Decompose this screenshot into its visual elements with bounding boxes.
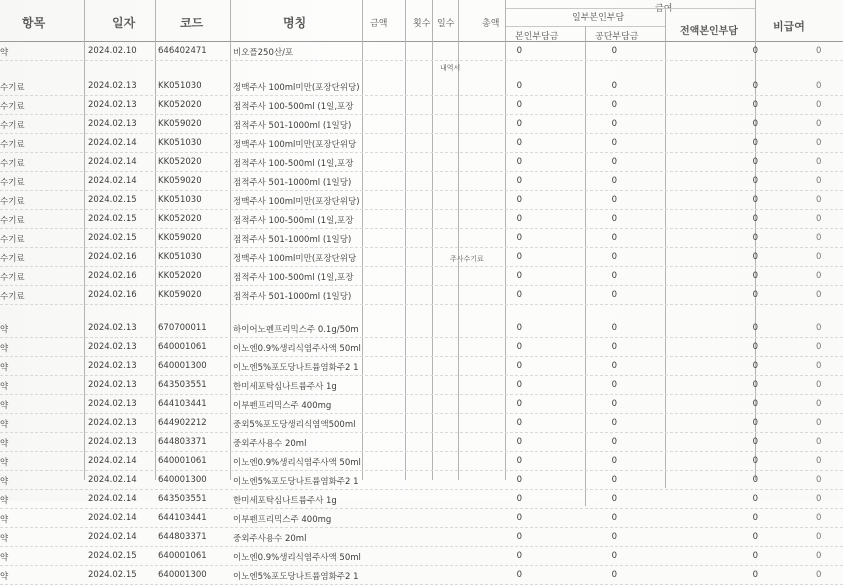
cell-name: 점적주사 100-500ml (1일,포장 [233, 273, 354, 283]
cell-tail: 0 [816, 81, 822, 91]
cell-z3: 0 [752, 233, 758, 243]
cell-item: 약 [0, 48, 9, 58]
cell-date: 2024.02.13 [88, 342, 137, 352]
cell-date: 2024.02.14 [88, 138, 137, 148]
cell-z1: 0 [516, 475, 522, 485]
cell-z2: 0 [611, 290, 617, 300]
table-row [0, 395, 843, 414]
cell-z1: 0 [516, 290, 522, 300]
cell-code: 640001061 [158, 551, 207, 561]
cell-name: 점적주사 100-500ml (1일,포장 [233, 216, 354, 226]
cell-z3: 0 [752, 456, 758, 466]
cell-item: 수기료 [0, 292, 25, 302]
cell-date: 2024.02.16 [88, 290, 137, 300]
cell-date: 2024.02.15 [88, 570, 137, 580]
cell-item: 수기료 [0, 273, 25, 283]
cell-z1: 0 [516, 456, 522, 466]
cell-item: 수기료 [0, 178, 25, 188]
cell-code: KK059020 [158, 233, 202, 243]
cell-z1: 0 [516, 361, 522, 371]
cell-name: 점적주사 501-1000ml (1일당) [233, 235, 352, 245]
cell-tail: 0 [816, 475, 822, 485]
table-row [0, 210, 843, 229]
table-row [0, 490, 843, 509]
cell-code: KK052020 [158, 157, 202, 167]
cell-z1: 0 [516, 437, 522, 447]
cell-code: 643503551 [158, 494, 207, 504]
cell-item: 수기료 [0, 140, 25, 150]
cell-z1: 0 [516, 380, 522, 390]
cell-z2: 0 [611, 570, 617, 580]
cell-date: 2024.02.10 [88, 46, 137, 56]
table-row [0, 134, 843, 153]
cell-date: 2024.02.15 [88, 195, 137, 205]
cell-tail: 0 [816, 418, 822, 428]
cell-name: 이부펜프리믹스주 400mg [233, 401, 332, 411]
cell-z1: 0 [516, 532, 522, 542]
header-count: 횟수 [413, 19, 431, 29]
cell-z3: 0 [752, 176, 758, 186]
cell-date: 2024.02.13 [88, 323, 137, 333]
cell-z2: 0 [611, 271, 617, 281]
cell-tail: 0 [816, 380, 822, 390]
cell-tail: 0 [816, 290, 822, 300]
cell-name: 점적주사 501-1000ml (1일당) [233, 121, 352, 131]
cell-tail: 0 [816, 119, 822, 129]
cell-z1: 0 [516, 271, 522, 281]
cell-date: 2024.02.15 [88, 551, 137, 561]
cell-code: 643503551 [158, 380, 207, 390]
cell-z3: 0 [752, 271, 758, 281]
table-row [0, 566, 843, 585]
cell-z2: 0 [611, 323, 617, 333]
cell-item: 수기료 [0, 235, 25, 245]
cell-z2: 0 [611, 214, 617, 224]
table-row [0, 376, 843, 395]
cell-z3: 0 [752, 437, 758, 447]
cell-z3: 0 [752, 157, 758, 167]
cell-code: 644902212 [158, 418, 207, 428]
table-row [0, 153, 843, 172]
cell-date: 2024.02.14 [88, 176, 137, 186]
cell-item: 약 [0, 458, 9, 468]
cell-tail: 0 [816, 100, 822, 110]
cell-code: KK051030 [158, 195, 202, 205]
table-row [0, 433, 843, 452]
cell-z3: 0 [752, 46, 758, 56]
header-date: 일자 [112, 16, 136, 30]
cell-item: 수기료 [0, 102, 25, 112]
cell-item: 약 [0, 363, 9, 373]
cell-code: 644803371 [158, 437, 207, 447]
cell-tail: 0 [816, 252, 822, 262]
cell-z2: 0 [611, 513, 617, 523]
cell-z2: 0 [611, 195, 617, 205]
cell-name: 이부펜프리믹스주 400mg [233, 515, 332, 525]
cell-z2: 0 [611, 475, 617, 485]
cell-date: 2024.02.16 [88, 271, 137, 281]
cell-date: 2024.02.13 [88, 437, 137, 447]
cell-date: 2024.02.14 [88, 157, 137, 167]
cell-date: 2024.02.15 [88, 233, 137, 243]
table-row [0, 286, 843, 305]
cell-z2: 0 [611, 532, 617, 542]
cell-z3: 0 [752, 290, 758, 300]
cell-item: 약 [0, 572, 9, 582]
cell-date: 2024.02.14 [88, 494, 137, 504]
cell-code: 646402471 [158, 46, 207, 56]
cell-z1: 0 [516, 214, 522, 224]
cell-item: 약 [0, 325, 9, 335]
cell-item: 약 [0, 534, 9, 544]
cell-item: 수기료 [0, 83, 25, 93]
cell-z3: 0 [752, 252, 758, 262]
cell-name: 이노엔0.9%생리식염주사액 50ml [233, 553, 361, 563]
cell-name: 비오플250산/포 [233, 48, 294, 58]
cell-z1: 0 [516, 252, 522, 262]
cell-code: 640001300 [158, 570, 207, 580]
cell-date: 2024.02.13 [88, 81, 137, 91]
cell-name: 중외주사용수 20ml [233, 439, 307, 449]
cell-date: 2024.02.15 [88, 214, 137, 224]
cell-date: 2024.02.13 [88, 380, 137, 390]
cell-item: 약 [0, 515, 9, 525]
table-row [0, 115, 843, 134]
cell-z2: 0 [611, 233, 617, 243]
cell-name: 정맥주사 100ml미만(포장단위당 [233, 254, 357, 264]
cell-z3: 0 [752, 513, 758, 523]
table-row [0, 414, 843, 433]
cell-code: KK051030 [158, 81, 202, 91]
table-row [0, 528, 843, 547]
cell-tail: 0 [816, 399, 822, 409]
cell-tail: 0 [816, 195, 822, 205]
cell-code: KK052020 [158, 271, 202, 281]
cell-tail: 0 [816, 157, 822, 167]
table-row [0, 172, 843, 191]
cell-tail: 0 [816, 214, 822, 224]
cell-name: 중외5%포도당생리식염액500ml [233, 420, 356, 430]
cell-z1: 0 [516, 233, 522, 243]
header-benefit-group: 급여 [655, 4, 673, 14]
cell-z2: 0 [611, 494, 617, 504]
cell-z2: 0 [611, 456, 617, 466]
cell-z3: 0 [752, 100, 758, 110]
table-row [0, 229, 843, 248]
cell-code: KK051030 [158, 138, 202, 148]
cell-item: 약 [0, 496, 9, 506]
cell-z3: 0 [752, 323, 758, 333]
cell-z1: 0 [516, 570, 522, 580]
cell-z2: 0 [611, 399, 617, 409]
cell-tail: 0 [816, 532, 822, 542]
cell-item: 약 [0, 382, 9, 392]
cell-z1: 0 [516, 100, 522, 110]
cell-date: 2024.02.13 [88, 119, 137, 129]
cell-z2: 0 [611, 100, 617, 110]
cell-z1: 0 [516, 195, 522, 205]
cell-name: 이노엔5%포도당나트륨염화주2 1 [233, 572, 359, 582]
cell-z1: 0 [516, 494, 522, 504]
header-days: 일수 [437, 19, 455, 29]
table-row [0, 191, 843, 210]
cell-name: 정맥주사 100ml미만(포장단위당 [233, 140, 357, 150]
cell-name: 정맥주사 100ml미만(포장단위당) [233, 197, 360, 207]
cell-item: 약 [0, 344, 9, 354]
cell-code: 640001300 [158, 475, 207, 485]
section-label-statement: 내역서 [440, 64, 461, 72]
cell-tail: 0 [816, 456, 822, 466]
cell-name: 한미세포탁심나트륨주사 1g [233, 496, 337, 506]
cell-z2: 0 [611, 361, 617, 371]
cell-z1: 0 [516, 418, 522, 428]
cell-tail: 0 [816, 437, 822, 447]
cell-tail: 0 [816, 233, 822, 243]
cell-tail: 0 [816, 361, 822, 371]
cell-date: 2024.02.16 [88, 252, 137, 262]
cell-item: 약 [0, 401, 9, 411]
table-row [0, 267, 843, 286]
cell-code: KK059020 [158, 119, 202, 129]
header-partial-group: 일부본인부담 [572, 13, 625, 23]
cell-name: 하이어노펜프리믹스주 0.1g/50m [233, 325, 359, 335]
cell-tail: 0 [816, 271, 822, 281]
cell-z1: 0 [516, 176, 522, 186]
cell-tail: 0 [816, 551, 822, 561]
table-row [0, 96, 843, 115]
cell-item: 약 [0, 477, 9, 487]
cell-date: 2024.02.13 [88, 361, 137, 371]
cell-code: 644103441 [158, 513, 207, 523]
cell-z3: 0 [752, 361, 758, 371]
cell-z2: 0 [611, 81, 617, 91]
cell-z2: 0 [611, 380, 617, 390]
cell-z1: 0 [516, 119, 522, 129]
cell-name: 점적주사 501-1000ml (1일당) [233, 178, 352, 188]
cell-name: 점적주사 100-500ml (1일,포장 [233, 102, 354, 112]
cell-z1: 0 [516, 46, 522, 56]
cell-item: 수기료 [0, 121, 25, 131]
cell-z3: 0 [752, 475, 758, 485]
header-self-pay: 본인부담금 [515, 32, 559, 42]
cell-item: 약 [0, 553, 9, 563]
cell-name: 이노엔0.9%생리식염주사액 50ml [233, 344, 361, 354]
cell-code: KK052020 [158, 100, 202, 110]
cell-tail: 0 [816, 138, 822, 148]
cell-z2: 0 [611, 418, 617, 428]
cell-name: 점적주사 100-500ml (1일,포장 [233, 159, 354, 169]
header-unit-price: 금액 [370, 19, 388, 29]
cell-item: 약 [0, 439, 9, 449]
cell-code: KK059020 [158, 290, 202, 300]
cell-z3: 0 [752, 81, 758, 91]
cell-z1: 0 [516, 551, 522, 561]
cell-date: 2024.02.14 [88, 456, 137, 466]
cell-name: 한미세포탁심나트륨주사 1g [233, 382, 337, 392]
table-row [0, 357, 843, 376]
section-label-injection-fee: 주사수기료 [450, 255, 484, 263]
cell-item: 수기료 [0, 254, 25, 264]
cell-z3: 0 [752, 399, 758, 409]
cell-date: 2024.02.13 [88, 418, 137, 428]
header-item: 항목 [22, 16, 46, 30]
cell-z2: 0 [611, 437, 617, 447]
header-non-benefit: 비급여 [773, 20, 805, 33]
header-code: 코드 [180, 16, 204, 30]
table-header [0, 0, 843, 40]
cell-item: 수기료 [0, 159, 25, 169]
cell-tail: 0 [816, 323, 822, 333]
cell-z2: 0 [611, 119, 617, 129]
cell-name: 이노엔5%포도당나트륨염화주2 1 [233, 477, 359, 487]
cell-code: 644803371 [158, 532, 207, 542]
cell-z3: 0 [752, 195, 758, 205]
cell-z1: 0 [516, 513, 522, 523]
cell-date: 2024.02.14 [88, 532, 137, 542]
cell-date: 2024.02.14 [88, 513, 137, 523]
cell-z2: 0 [611, 342, 617, 352]
cell-z1: 0 [516, 81, 522, 91]
bill-rows [0, 42, 843, 585]
cell-z3: 0 [752, 342, 758, 352]
header-total: 총액 [482, 19, 500, 29]
cell-z3: 0 [752, 532, 758, 542]
cell-z2: 0 [611, 46, 617, 56]
cell-item: 수기료 [0, 197, 25, 207]
cell-name: 이노엔5%포도당나트륨염화주2 1 [233, 363, 359, 373]
cell-item: 수기료 [0, 216, 25, 226]
cell-code: 640001061 [158, 456, 207, 466]
table-row [0, 452, 843, 471]
cell-code: 640001061 [158, 342, 207, 352]
cell-z3: 0 [752, 551, 758, 561]
cell-z3: 0 [752, 494, 758, 504]
cell-code: KK052020 [158, 214, 202, 224]
cell-z1: 0 [516, 323, 522, 333]
cell-z1: 0 [516, 399, 522, 409]
cell-z3: 0 [752, 214, 758, 224]
cell-tail: 0 [816, 513, 822, 523]
cell-z2: 0 [611, 252, 617, 262]
table-row [0, 248, 843, 267]
cell-z3: 0 [752, 418, 758, 428]
table-row [0, 42, 843, 61]
header-name: 명칭 [283, 16, 307, 30]
cell-code: 670700011 [158, 323, 207, 333]
cell-code: KK059020 [158, 176, 202, 186]
table-row [0, 471, 843, 490]
cell-z2: 0 [611, 176, 617, 186]
table-row [0, 547, 843, 566]
cell-name: 정맥주사 100ml미만(포장단위당) [233, 83, 360, 93]
cell-code: 644103441 [158, 399, 207, 409]
cell-name: 이노엔0.9%생리식염주사액 50ml [233, 458, 361, 468]
cell-item: 약 [0, 420, 9, 430]
cell-z1: 0 [516, 157, 522, 167]
cell-name: 점적주사 501-1000ml (1일당) [233, 292, 352, 302]
cell-tail: 0 [816, 342, 822, 352]
cell-tail: 0 [816, 570, 822, 580]
table-row [0, 319, 843, 338]
cell-code: 640001300 [158, 361, 207, 371]
table-row [0, 338, 843, 357]
table-row [0, 77, 843, 96]
cell-z2: 0 [611, 551, 617, 561]
cell-code: KK051030 [158, 252, 202, 262]
cell-tail: 0 [816, 46, 822, 56]
cell-z3: 0 [752, 138, 758, 148]
cell-z3: 0 [752, 119, 758, 129]
cell-date: 2024.02.13 [88, 100, 137, 110]
cell-name: 중외주사용수 20ml [233, 534, 307, 544]
cell-z2: 0 [611, 138, 617, 148]
table-row [0, 509, 843, 528]
cell-tail: 0 [816, 176, 822, 186]
cell-z3: 0 [752, 570, 758, 580]
cell-tail: 0 [816, 494, 822, 504]
cell-z1: 0 [516, 138, 522, 148]
header-insurer-pay: 공단부담금 [595, 32, 639, 42]
cell-z1: 0 [516, 342, 522, 352]
cell-z3: 0 [752, 380, 758, 390]
header-full-self: 전액본인부담 [680, 26, 738, 37]
cell-date: 2024.02.13 [88, 399, 137, 409]
benefit-group-rule [505, 8, 755, 9]
cell-date: 2024.02.14 [88, 475, 137, 485]
cell-z2: 0 [611, 157, 617, 167]
